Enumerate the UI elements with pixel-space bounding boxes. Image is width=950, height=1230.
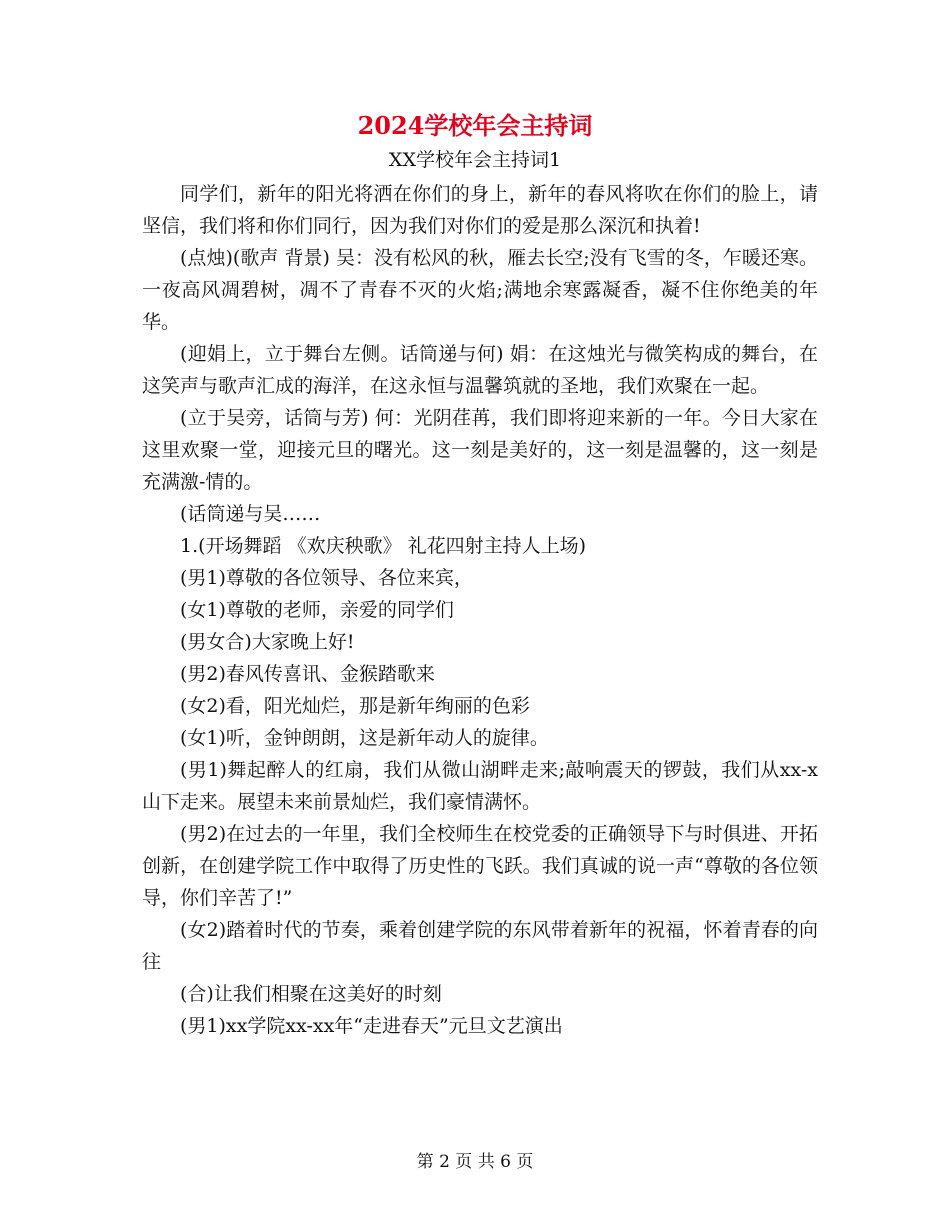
paragraph: (男女合)大家晚上好! xyxy=(180,631,355,653)
paragraph: (合)让我们相聚在这美好的时刻 xyxy=(180,983,442,1005)
paragraph: (男1)舞起醉人的红扇，我们从微山湖畔走来;敲响震天的锣鼓，我们从xx-x山下走来。展望未来前景灿烂，我们豪情满怀。 xyxy=(142,759,818,813)
paragraph: (男1)xx学院xx-xx年“走进春天”元旦文艺演出 xyxy=(180,1015,563,1037)
document-title: 2024学校年会主持词 xyxy=(357,111,593,140)
paragraph: (迎娟上，立于舞台左侧。话筒递与何) 娟：在这烛光与微笑构成的舞台，在这笑声与歌声汇成的海洋，在这永恒与温馨筑就的圣地，我们欢聚在一起。 xyxy=(142,343,818,397)
paragraph: (女1)尊敬的老师，亲爱的同学们 xyxy=(180,599,454,621)
paragraph: (立于吴旁，话筒与芳) 何：光阴荏苒，我们即将迎来新的一年。今日大家在这里欢聚一堂，迎接元旦的曙光。这一刻是美好的，这一刻是温馨的，这一刻是充满激-情的。 xyxy=(142,407,818,493)
paragraph: (男1)尊敬的各位领导、各位来宾， xyxy=(180,567,473,589)
document-subtitle: XX学校年会主持词1 xyxy=(388,149,562,171)
paragraph: (女1)听，金钟朗朗，这是新年动人的旋律。 xyxy=(180,727,549,749)
paragraph: (男2)在过去的一年里，我们全校师生在校党委的正确领导下与时俱进、开拓创新，在创建学院工作中取得了历史性的飞跃。我们真诚的说一声“尊敬的各位领导，你们辛苦了!” xyxy=(142,823,818,909)
page-number-footer: 第 2 页 共 6 页 xyxy=(416,1152,534,1172)
document-body xyxy=(142,178,818,1042)
paragraph: (话筒递与吴…… xyxy=(180,503,321,525)
paragraph: 同学们，新年的阳光将洒在你们的身上，新年的春风将吹在你们的脸上，请坚信，我们将和你们同行，因为我们对你们的爱是那么深沉和执着! xyxy=(142,183,818,237)
paragraph: (男2)春风传喜讯、金猴踏歌来 xyxy=(180,663,435,685)
paragraph: (女2)看，阳光灿烂，那是新年绚丽的色彩 xyxy=(180,695,530,717)
paragraph: 1.(开场舞蹈 《欢庆秧歌》 礼花四射主持人上场) xyxy=(180,535,587,557)
paragraph: (女2)踏着时代的节奏，乘着创建学院的东风带着新年的祝福，怀着青春的向往 xyxy=(142,919,818,973)
paragraph: (点烛)(歌声 背景) 吴：没有松风的秋，雁去长空;没有飞雪的冬，乍暖还寒。一夜高风凋碧树，凋不了青春不灭的火焰;满地余寒露凝香，凝不住你绝美的年华。 xyxy=(142,247,818,333)
